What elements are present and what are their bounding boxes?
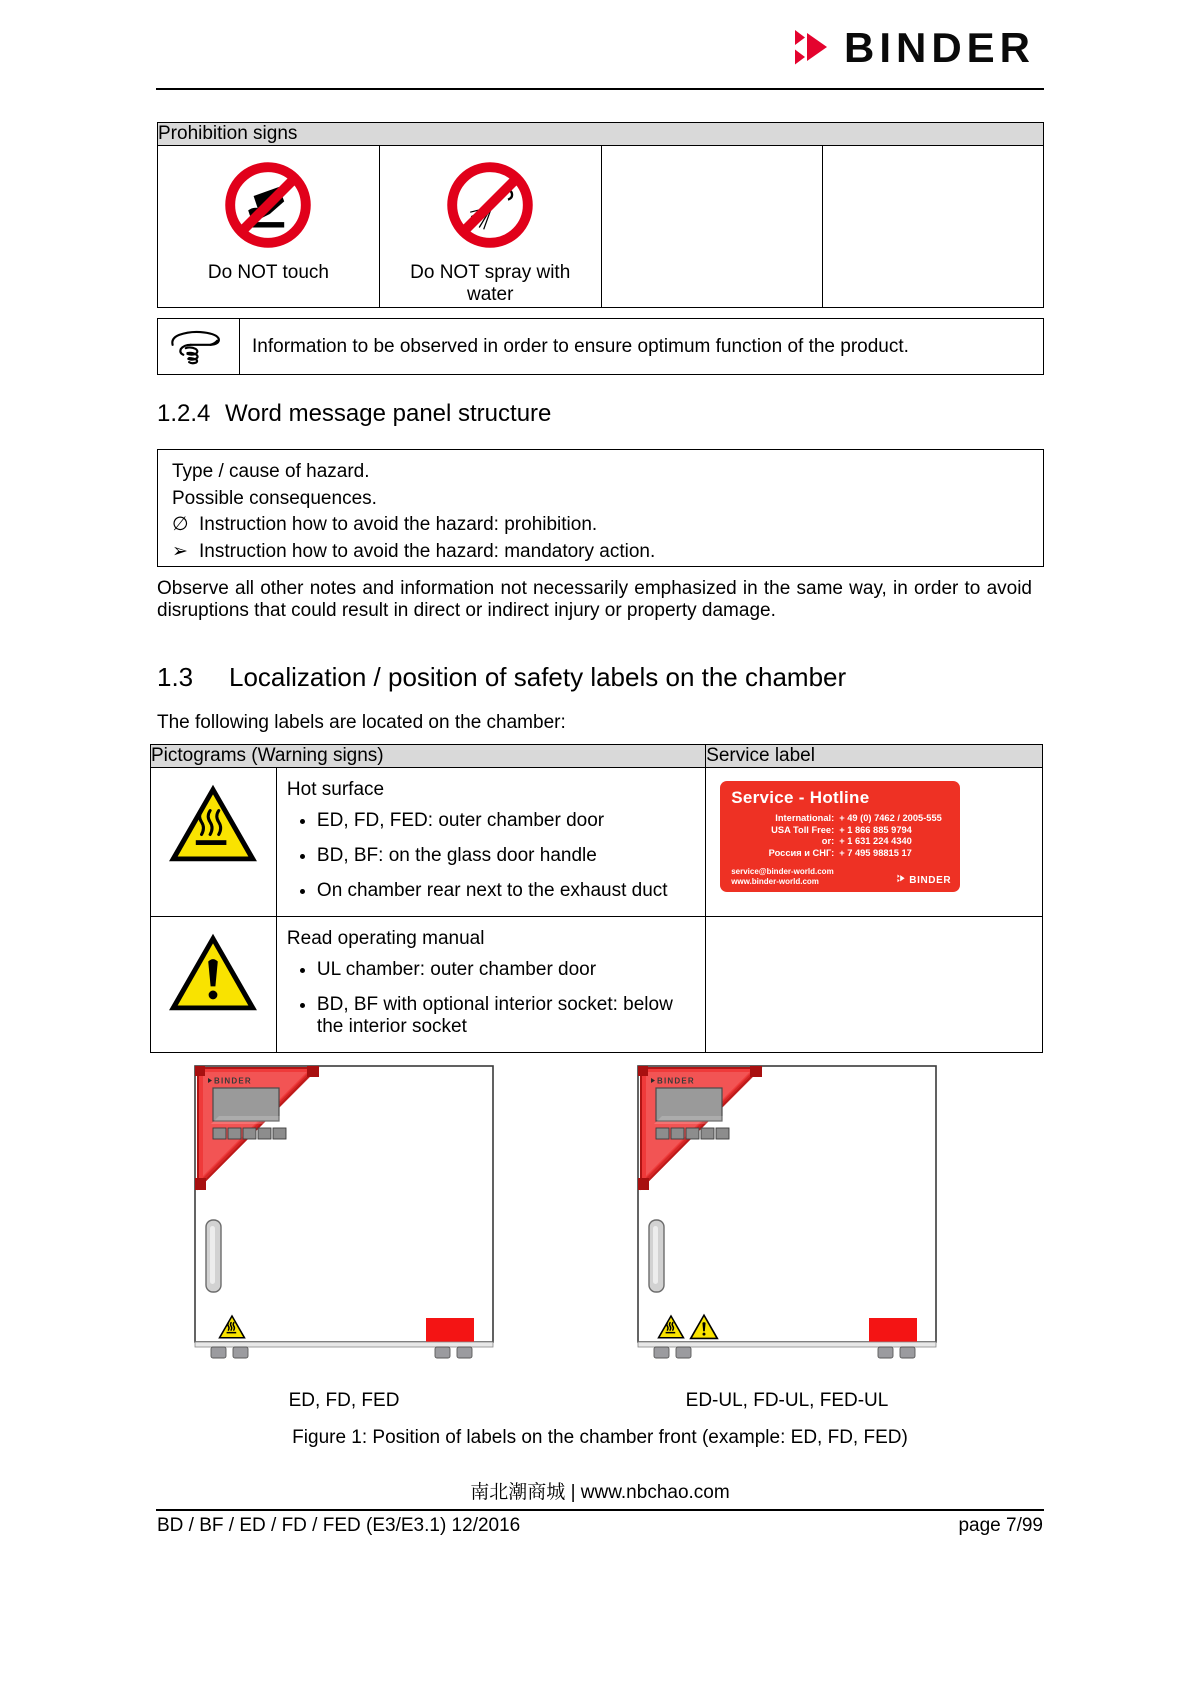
hot-surface-location-list bbox=[287, 810, 695, 902]
hotline-label-russia: Россия и СНГ: bbox=[768, 847, 835, 858]
mandatory-bullet-icon: ➢ bbox=[172, 540, 188, 562]
section-number: 1.3 bbox=[157, 662, 194, 692]
hotline-value-international: + 49 (0) 7462 / 2005-555 bbox=[839, 813, 942, 823]
information-note-text: Information to be observed in order to ensure optimum function of the product. bbox=[240, 319, 1044, 375]
footer-page-number: page 7/99 bbox=[958, 1515, 1043, 1536]
footer-divider bbox=[156, 1509, 1044, 1511]
svg-text:BINDER: BINDER bbox=[657, 1076, 695, 1086]
section-title: Word message panel structure bbox=[225, 400, 552, 427]
service-label-column-header: Service label bbox=[706, 745, 1043, 768]
hotline-value-usa: + 1 866 885 9794 bbox=[839, 824, 912, 835]
information-note-box bbox=[157, 318, 1044, 375]
section-heading-1-2-4 bbox=[157, 400, 551, 428]
section-heading-1-3 bbox=[157, 662, 846, 693]
service-hotline-title: Service - Hotline bbox=[731, 788, 870, 807]
section-number: 1.2.4 bbox=[157, 400, 211, 427]
list-item: • BD, BF: on the glass door handle bbox=[317, 845, 695, 867]
chamber-left-caption: ED, FD, FED bbox=[288, 1390, 400, 1411]
hotline-value-russia: + 7 495 98815 17 bbox=[839, 847, 912, 858]
read-manual-description-cell bbox=[276, 917, 705, 1053]
table-row bbox=[151, 768, 1043, 917]
service-hotline-numbers bbox=[731, 813, 951, 859]
table-row bbox=[151, 917, 1043, 1053]
read-manual-title: Read operating manual bbox=[286, 928, 485, 949]
list-item: • On chamber rear next to the exhaust duct bbox=[317, 880, 695, 902]
binder-triangle-logo-icon bbox=[897, 874, 906, 886]
hot-surface-title: Hot surface bbox=[286, 779, 385, 800]
chamber-diagram-right bbox=[632, 1060, 942, 1365]
prohibition-bullet-icon: ∅ bbox=[172, 514, 189, 535]
hotline-label-or: or: bbox=[821, 836, 835, 847]
hot-surface-description-cell bbox=[276, 768, 705, 917]
service-contact-info bbox=[731, 867, 834, 887]
service-label-cell bbox=[706, 768, 1043, 917]
binder-logo bbox=[793, 24, 1035, 71]
prohibition-sign-caption-1: Do NOT touch bbox=[207, 262, 329, 283]
hazard-mandatory-line bbox=[172, 539, 1029, 566]
header-divider bbox=[156, 88, 1044, 90]
pictograms-table bbox=[150, 744, 1043, 1053]
read-manual-icon-cell bbox=[151, 917, 277, 1053]
service-label-brand bbox=[897, 874, 951, 886]
prohibition-sign-cell-4 bbox=[823, 146, 1044, 308]
service-hotline-label bbox=[720, 781, 960, 892]
hotline-label-international: International: bbox=[775, 813, 835, 823]
prohibition-sign-cell-1 bbox=[158, 146, 380, 308]
table-row bbox=[151, 745, 1043, 768]
word-message-panel bbox=[157, 449, 1044, 567]
list-item: • ED, FD, FED: outer chamber door bbox=[317, 810, 695, 832]
table-row bbox=[158, 319, 1044, 375]
prohibition-table-title: Prohibition signs bbox=[158, 123, 1044, 146]
page-watermark: 南北潮商城 | www.nbchao.com bbox=[470, 1482, 730, 1503]
do-not-touch-icon bbox=[223, 237, 313, 254]
prohibition-sign-caption-2: Do NOT spray with water bbox=[410, 262, 571, 306]
hot-surface-warning-icon bbox=[165, 853, 261, 870]
mandatory-bullet-text: Instruction how to avoid the hazard: mandatory action. bbox=[199, 540, 656, 562]
hazard-type-line: Type / cause of hazard. bbox=[172, 461, 370, 482]
svg-text:BINDER: BINDER bbox=[214, 1076, 252, 1086]
hotline-label-usa: USA Toll Free: bbox=[771, 824, 835, 835]
prohibition-sign-cell-3 bbox=[601, 146, 823, 308]
list-item bbox=[731, 825, 951, 837]
list-item: • UL chamber: outer chamber door bbox=[317, 959, 695, 981]
binder-triangle-logo-icon bbox=[793, 28, 833, 68]
table-row bbox=[158, 146, 1044, 308]
footer-document-reference: BD / BF / ED / FD / FED (E3/E3.1) 12/2016 bbox=[157, 1515, 521, 1536]
service-email: service@binder-world.com bbox=[731, 867, 834, 876]
prohibition-bullet-text: Instruction how to avoid the hazard: prohibition. bbox=[199, 514, 598, 535]
chamber-diagram-left bbox=[189, 1060, 499, 1365]
section-title: Localization / position of safety labels on the chamber bbox=[229, 662, 847, 692]
service-brand-name: BINDER bbox=[909, 874, 952, 886]
empty-service-cell bbox=[706, 917, 1043, 1053]
do-not-spray-with-water-icon bbox=[445, 237, 535, 254]
service-website: www.binder-world.com bbox=[731, 877, 819, 886]
pointing-hand-icon-cell bbox=[158, 319, 240, 375]
prohibition-sign-cell-2 bbox=[379, 146, 601, 308]
read-manual-location-list bbox=[287, 959, 695, 1038]
list-item bbox=[731, 848, 951, 860]
hazard-consequences-line: Possible consequences. bbox=[172, 487, 377, 509]
general-warning-exclamation-icon bbox=[165, 1002, 261, 1019]
pictograms-column-header: Pictograms (Warning signs) bbox=[151, 745, 706, 768]
hotline-value-or: + 1 631 224 4340 bbox=[839, 836, 912, 847]
page-header bbox=[0, 0, 1200, 92]
observe-paragraph: Observe all other notes and information not necessarily emphasized in the same way, in order to avoid disruptions that could result in direct or indirect injury or property damage. bbox=[157, 578, 1032, 621]
hot-surface-icon-cell bbox=[151, 768, 277, 917]
list-item bbox=[731, 813, 951, 825]
figure-caption: Figure 1: Position of labels on the chamber front (example: ED, FD, FED) bbox=[292, 1427, 908, 1448]
chamber-right-caption: ED-UL, FD-UL, FED-UL bbox=[685, 1390, 889, 1411]
chamber-figure bbox=[157, 1050, 1044, 1410]
prohibition-signs-table bbox=[157, 122, 1044, 308]
hazard-prohibition-line bbox=[172, 512, 1029, 539]
brand-name: BINDER bbox=[843, 24, 1035, 71]
list-item: • BD, BF with optional interior socket: below the interior socket bbox=[317, 994, 695, 1038]
table-row bbox=[158, 123, 1044, 146]
list-item bbox=[731, 836, 951, 848]
pointing-hand-icon bbox=[166, 352, 232, 369]
labels-intro-text: The following labels are located on the chamber: bbox=[157, 712, 566, 733]
